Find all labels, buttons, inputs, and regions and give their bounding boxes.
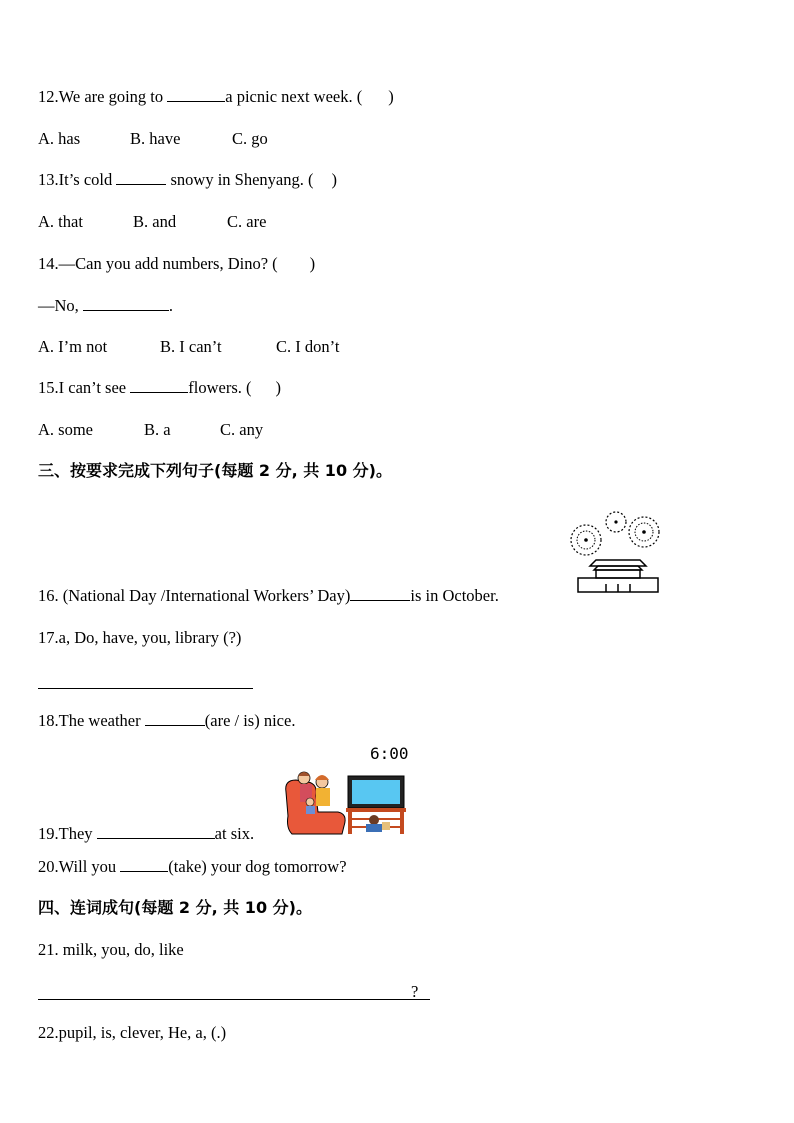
q21-end-mark: ?	[411, 982, 419, 1001]
q15-option-c: C. any	[220, 420, 264, 439]
q17-answer-line[interactable]	[38, 688, 253, 689]
clock-time-label: 6:00	[370, 744, 409, 763]
q14-reply	[38, 296, 173, 316]
q15-stem-end: flowers. (	[188, 378, 252, 397]
q12-option-a: A. has	[38, 129, 81, 148]
question-19	[38, 824, 254, 844]
q14-option-a: A. I’m not	[38, 337, 108, 356]
question-17: 17.a, Do, have, you, library (?)	[38, 628, 242, 647]
q12-options	[38, 129, 268, 149]
question-20	[38, 857, 347, 877]
q13-stem-end: snowy in Shenyang. (	[166, 170, 314, 189]
q12-stem-start: 12.We are going to	[38, 87, 168, 106]
q14-stem: 14.—Can you add numbers, Dino? (	[38, 254, 278, 273]
q13-option-a: A. that	[38, 212, 83, 231]
q12-stem-end: a picnic next week. (	[225, 87, 363, 106]
q18-blank[interactable]	[145, 711, 205, 726]
question-18	[38, 711, 295, 731]
q13-options	[38, 212, 266, 232]
q16-stem-start: 16. (National Day /International Workers’ Day)	[38, 586, 351, 605]
q13-paren-close: )	[331, 170, 337, 189]
section-4-heading: 四、连词成句(每题 2 分, 共 10 分)。	[38, 898, 312, 917]
q13-stem-start: 13.It’s cold	[38, 170, 117, 189]
question-14	[38, 254, 315, 274]
q15-option-b: B. a	[144, 420, 171, 439]
q14-paren-close: )	[309, 254, 316, 273]
q21-answer-line[interactable]	[38, 999, 430, 1000]
q13-option-c: C. are	[227, 212, 267, 231]
q14-reply-start: —No,	[38, 296, 83, 315]
q14-options	[38, 337, 339, 357]
question-22: 22.pupil, is, clever, He, a, (.)	[38, 1023, 227, 1042]
q15-stem-start: 15.I can’t see	[38, 378, 131, 397]
q20-stem-start: 20.Will you	[38, 857, 121, 876]
q14-option-b: B. I can’t	[160, 337, 222, 356]
q20-stem-end: (take) your dog tomorrow?	[168, 857, 347, 876]
question-21: 21. milk, you, do, like	[38, 940, 184, 959]
q15-paren-close: )	[275, 378, 281, 397]
q14-blank[interactable]	[83, 296, 169, 311]
question-15	[38, 378, 281, 398]
q14-reply-end: .	[168, 296, 174, 315]
question-12	[38, 87, 394, 107]
q16-stem-end: is in October.	[410, 586, 499, 605]
q12-option-c: C. go	[232, 129, 268, 148]
q12-blank[interactable]	[167, 87, 225, 102]
question-13	[38, 170, 337, 190]
q12-option-b: B. have	[130, 129, 181, 148]
q19-blank[interactable]	[97, 824, 215, 839]
q18-stem-end: (are / is) nice.	[204, 711, 296, 730]
family-watching-tv-illustration	[282, 768, 410, 836]
q16-blank[interactable]	[350, 586, 410, 601]
q19-stem-end: at six.	[214, 824, 255, 843]
question-16	[38, 586, 499, 606]
q13-blank[interactable]	[116, 170, 166, 185]
q15-option-a: A. some	[38, 420, 93, 439]
q14-option-c: C. I don’t	[276, 337, 340, 356]
q13-option-b: B. and	[133, 212, 177, 231]
q19-stem-start: 19.They	[38, 824, 97, 843]
q15-options	[38, 420, 263, 440]
q20-blank[interactable]	[120, 857, 168, 872]
tiananmen-fireworks-illustration	[566, 508, 670, 596]
q12-paren-close: )	[388, 87, 394, 106]
q15-blank[interactable]	[130, 378, 188, 393]
section-3-heading: 三、按要求完成下列句子(每题 2 分, 共 10 分)。	[38, 461, 392, 480]
q18-stem-start: 18.The weather	[38, 711, 145, 730]
